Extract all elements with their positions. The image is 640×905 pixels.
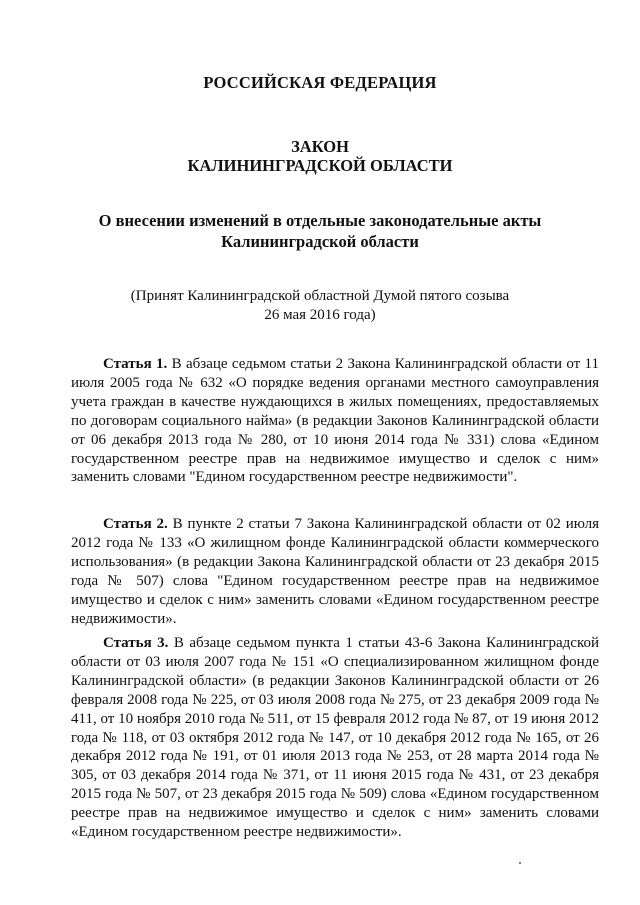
- law-subject-line-2: Калининградской области: [221, 232, 419, 251]
- article-2-text: В пункте 2 статьи 7 Закона Калининградской области от 02 июля 2012 года № 133 «О жилищном фонде Калининградской области коммерческого использования» (в редакции Закона Калининградской области от 23 декабря 2015 года № 507) слова "Едином государственном реестре прав на недвижимое имущество и сделок с ним» заменить словами «Едином государственном реестре недвижимости».: [71, 516, 599, 627]
- adoption-note-line-2: 26 мая 2016 года): [264, 307, 376, 323]
- article-3: [71, 634, 599, 842]
- scan-speck: [519, 862, 521, 864]
- adoption-note-line-1: (Принят Калининградской областной Думой пятого созыва: [130, 288, 510, 304]
- article-2: [71, 515, 599, 628]
- article-3-text: В абзаце седьмом пункта 1 статьи 43-6 Закона Калининградской области от 03 июля 2007 года № 151 «О специализированном жилищном фонде Калининградской области» (в редакции Законов Калининградской области от 26 февраля 2008 года № 225, от 03 июля 2008 года № 275, от 23 декабря 2009 года № 411, от 10 ноября 2010 года № 511, от 15 февраля 2012 года № 87, от 19 июня 2012 года № 118, от 03 октября 2012 года № 147, от 10 декабря 2012 года № 165, от 26 декабря 2012 года № 191, от 01 июля 2013 года № 253, от 28 марта 2014 года № 305, от 03 декабря 2014 года № 371, от 11 июня 2015 года № 431, от 23 декабря 2015 года № 507, от 23 декабря 2015 года № 509) слова «Едином государственном реестре прав на недвижимое имущество и сделок с ним» заменить словами «Едином государственном реестре недвижимости».: [71, 635, 600, 841]
- region-heading: КАЛИНИНГРАДСКОЙ ОБЛАСТИ: [187, 156, 453, 175]
- article-1: [71, 355, 599, 487]
- article-3-label: Статья 3.: [103, 635, 169, 651]
- law-heading: ЗАКОН: [291, 137, 349, 156]
- country-heading: РОССИЙСКАЯ ФЕДЕРАЦИЯ: [203, 73, 437, 92]
- article-1-text: В абзаце седьмом статьи 2 Закона Калининградской области от 11 июля 2005 года № 632 «О порядке ведения органами местного самоуправления учета граждан в качестве нуждающихся в жилых помещениях, предоставляемых по договорам социального найма» (в редакции Законов Калининградской области от 06 декабря 2013 года № 280, от 10 июня 2014 года № 331) слова «Едином государственном реестре прав на недвижимое имущество и сделок с ним» заменить словами "Едином государственном реестре недвижимости".: [71, 356, 600, 486]
- law-subject-line-1: О внесении изменений в отдельные законодательные акты: [98, 211, 542, 230]
- article-2-label: Статья 2.: [103, 516, 168, 532]
- article-1-label: Статья 1.: [103, 356, 168, 372]
